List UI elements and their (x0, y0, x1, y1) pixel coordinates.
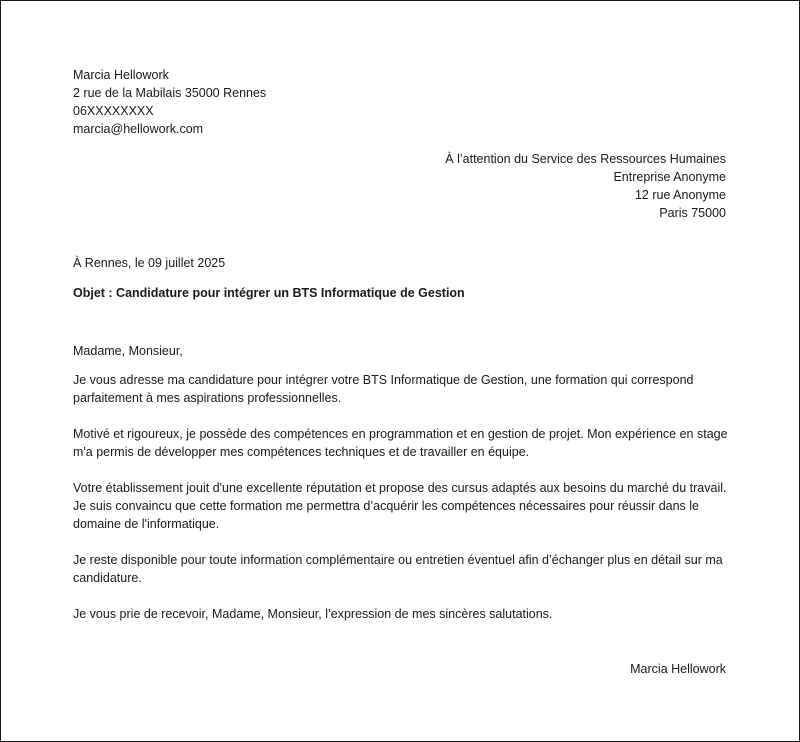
salutation: Madame, Monsieur, (73, 344, 183, 358)
body-paragraph: Je reste disponible pour toute information complémentaire ou entretien éventuel afin d’échanger plus en détail sur ma candidature. (73, 553, 723, 585)
body-paragraph: Votre établissement jouit d'une excellente réputation et propose des cursus adaptés aux besoins du marché du travail. Je suis convaincu que cette formation me permettra d’acquérir les compétences nécessaires pour réussir dans le domaine de l'informatique. (73, 481, 727, 531)
body-paragraph: Motivé et rigoureux, je possède des compétences en programmation et en gestion de projet. Mon expérience en stage m'a permis de développer mes compétences techniques et de travailler en équipe. (73, 427, 728, 459)
sender-phone: 06XXXXXXXX (73, 104, 154, 118)
sender-email: marcia@hellowork.com (73, 122, 204, 136)
subject-line: Objet : Candidature pour intégrer un BTS Informatique de Gestion (73, 286, 465, 300)
closing-formula: Je vous prie de recevoir, Madame, Monsieur, l’expression de mes sincères salutations. (73, 607, 553, 621)
body-paragraph: Je vous adresse ma candidature pour intégrer votre BTS Informatique de Gestion, une formation qui correspond parfaitement à mes aspirations professionnelles. (73, 373, 694, 405)
recipient-attention: À l’attention du Service des Ressources Humaines (445, 152, 726, 166)
recipient-company: Entreprise Anonyme (613, 170, 726, 184)
sender-name: Marcia Hellowork (73, 68, 169, 82)
recipient-street: 12 rue Anonyme (634, 188, 726, 202)
date-line: À Rennes, le 09 juillet 2025 (73, 256, 226, 270)
recipient-block (445, 150, 726, 222)
recipient-city: Paris 75000 (659, 206, 726, 220)
sender-block (73, 66, 266, 138)
letter-body (73, 342, 729, 623)
sender-address: 2 rue de la Mabilais 35000 Rennes (73, 86, 267, 100)
signature: Marcia Hellowork (630, 662, 726, 676)
